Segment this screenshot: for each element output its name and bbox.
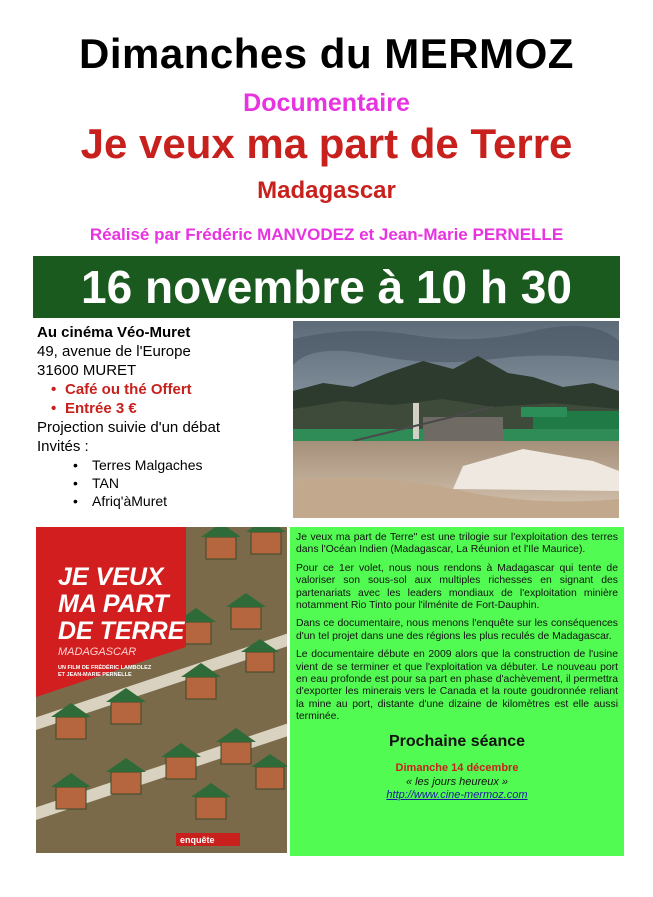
- synopsis-panel: [290, 527, 624, 856]
- synopsis-paragraph: Dans ce documentaire, nous menons l'enquête sur les conséquences d'un tel projet dans une des régions les plus reculés de Madagascar.: [296, 618, 618, 642]
- film-title: Je veux ma part de Terre: [80, 120, 573, 167]
- poster-logo: enquête: [180, 835, 215, 845]
- venue-address: 49, avenue de l'Europe: [37, 343, 191, 360]
- offers-list: [37, 380, 287, 418]
- guests-label: Invités :: [37, 438, 89, 455]
- poster-credit: UN FILM DE FRÉDÉRIC LAMBOLEZ: [58, 665, 152, 671]
- date-banner: 16 novembre à 10 h 30: [33, 256, 620, 318]
- poster-credit: ET JEAN-MARIE PERNELLE: [58, 672, 132, 678]
- directors-credit: Réalisé par Frédéric MANVODEZ et Jean-Marie PERNELLE: [89, 225, 564, 244]
- synopsis-paragraph: Pour ce 1er volet, nous nous rendons à Madagascar qui tente de valoriser son sous-sol aux multiples richesses en signant des partenariats avec les leaders mondiaux de l'exploitation minière notamment Rio Tinto pour l'ilménite de Fort-Dauphin.: [296, 562, 618, 612]
- guest-item: • Terres Malgaches: [51, 456, 287, 474]
- offer-item: • Café ou thé Offert: [51, 380, 287, 399]
- venue-name: Au cinéma Véo-Muret: [37, 324, 191, 341]
- genre-label: Documentaire: [243, 89, 410, 117]
- guests-list: [37, 456, 287, 510]
- website-link[interactable]: http://www.cine-mermoz.com: [386, 788, 528, 801]
- guest-item: • Afriq'àMuret: [51, 492, 287, 510]
- venue-info: [37, 323, 287, 510]
- event-series-title: Dimanches du MERMOZ: [79, 30, 574, 77]
- synopsis-paragraph: Le documentaire débute en 2009 alors que la construction de l'usine vient de se terminer et que l'exploitation va débuter. Le nouveau port en eau profonde est pour sa part en phase d'achèvement, il permettra d'exporter les minerais vers le Canada et la route goudronnée reliant la mine au port, distante d'une dizaine de kilomètres est elle aussi terminée.: [296, 649, 618, 723]
- venue-city: 31600 MURET: [37, 362, 137, 379]
- mine-landscape-photo: [293, 321, 619, 518]
- next-session-title: Prochaine séance: [388, 732, 526, 750]
- next-session-film: « les jours heureux »: [405, 775, 509, 788]
- poster-subtitle: MADAGASCAR: [58, 646, 137, 658]
- offer-item: • Entrée 3 €: [51, 399, 287, 418]
- poster-title-line: JE VEUX: [58, 563, 164, 591]
- poster-title-line: MA PART: [58, 590, 169, 618]
- film-country: Madagascar: [257, 177, 396, 204]
- poster-title-line: DE TERRE: [58, 617, 185, 645]
- guest-item: • TAN: [51, 474, 287, 492]
- next-session-date: Dimanche 14 décembre: [395, 762, 519, 775]
- synopsis-paragraph: Je veux ma part de Terre" est une trilogie sur l'exploitation des terres dans l'Océan Indien (Madagascar, La Réunion et l'Ile Maurice).: [296, 532, 618, 556]
- film-poster: [36, 527, 287, 853]
- projection-note: Projection suivie d'un débat: [37, 419, 220, 436]
